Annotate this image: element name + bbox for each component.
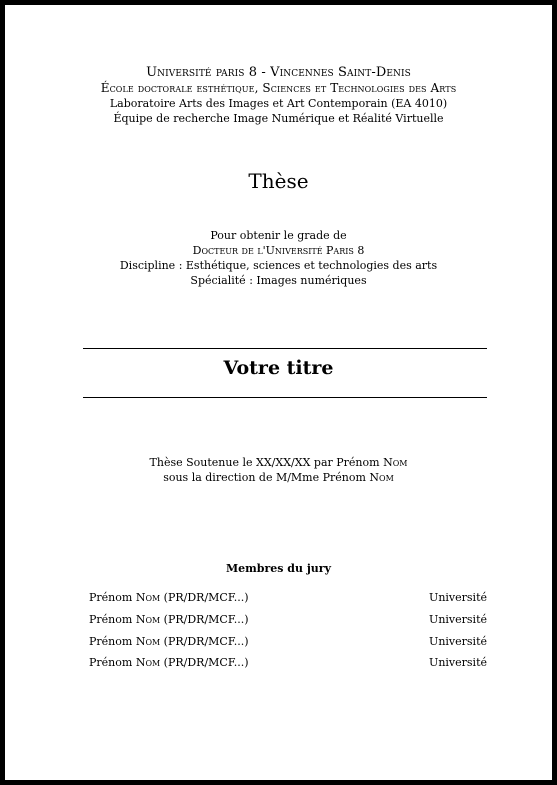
jury-lastname: Nom <box>135 656 161 669</box>
jury-university: Université <box>429 591 487 604</box>
jury-firstname: Prénom <box>89 635 136 648</box>
research-team: Équipe de recherche Image Numérique et Réalité Virtuelle <box>113 112 444 125</box>
jury-firstname: Prénom <box>89 656 136 669</box>
thesis-label: Thèse <box>248 169 309 193</box>
degree-title: Docteur de l'Université Paris 8 <box>192 244 365 257</box>
doctoral-school: École doctorale esthétique, Sciences et Technologies des Arts <box>100 81 457 95</box>
jury-lastname: Nom <box>135 591 161 604</box>
university-name: Université paris 8 - Vincennes Saint-Denis <box>146 65 411 80</box>
defense-line <box>5 456 552 469</box>
thesis-title: Votre titre <box>223 357 334 379</box>
jury-role: (PR/DR/MCF...) <box>160 635 249 648</box>
discipline: Discipline : Esthétique, sciences et technologies des arts <box>119 259 438 272</box>
laboratory-name: Laboratoire Arts des Images et Art Contemporain (EA 4010) <box>109 97 448 110</box>
speciality: Spécialité : Images numériques <box>190 274 367 287</box>
supervisor-lastname: Nom <box>369 471 394 484</box>
jury-lastname: Nom <box>135 613 161 626</box>
title-bottom-rule <box>83 397 487 398</box>
jury-university: Université <box>429 635 487 648</box>
jury-role: (PR/DR/MCF...) <box>160 613 249 626</box>
jury-role: (PR/DR/MCF...) <box>160 591 249 604</box>
supervisor-text: sous la direction de M/Mme Prénom <box>163 471 370 484</box>
author-lastname: Nom <box>383 456 408 469</box>
supervisor-line <box>5 471 552 484</box>
jury-university: Université <box>429 613 487 626</box>
defense-text: Thèse Soutenue le XX/XX/XX par Prénom <box>149 456 384 469</box>
jury-role: (PR/DR/MCF...) <box>160 656 249 669</box>
degree-intro: Pour obtenir le grade de <box>210 229 347 242</box>
jury-university: Université <box>429 656 487 669</box>
title-top-rule <box>83 348 487 349</box>
jury-heading: Membres du jury <box>225 562 331 575</box>
jury-lastname: Nom <box>135 635 161 648</box>
jury-firstname: Prénom <box>89 591 136 604</box>
jury-firstname: Prénom <box>89 613 136 626</box>
